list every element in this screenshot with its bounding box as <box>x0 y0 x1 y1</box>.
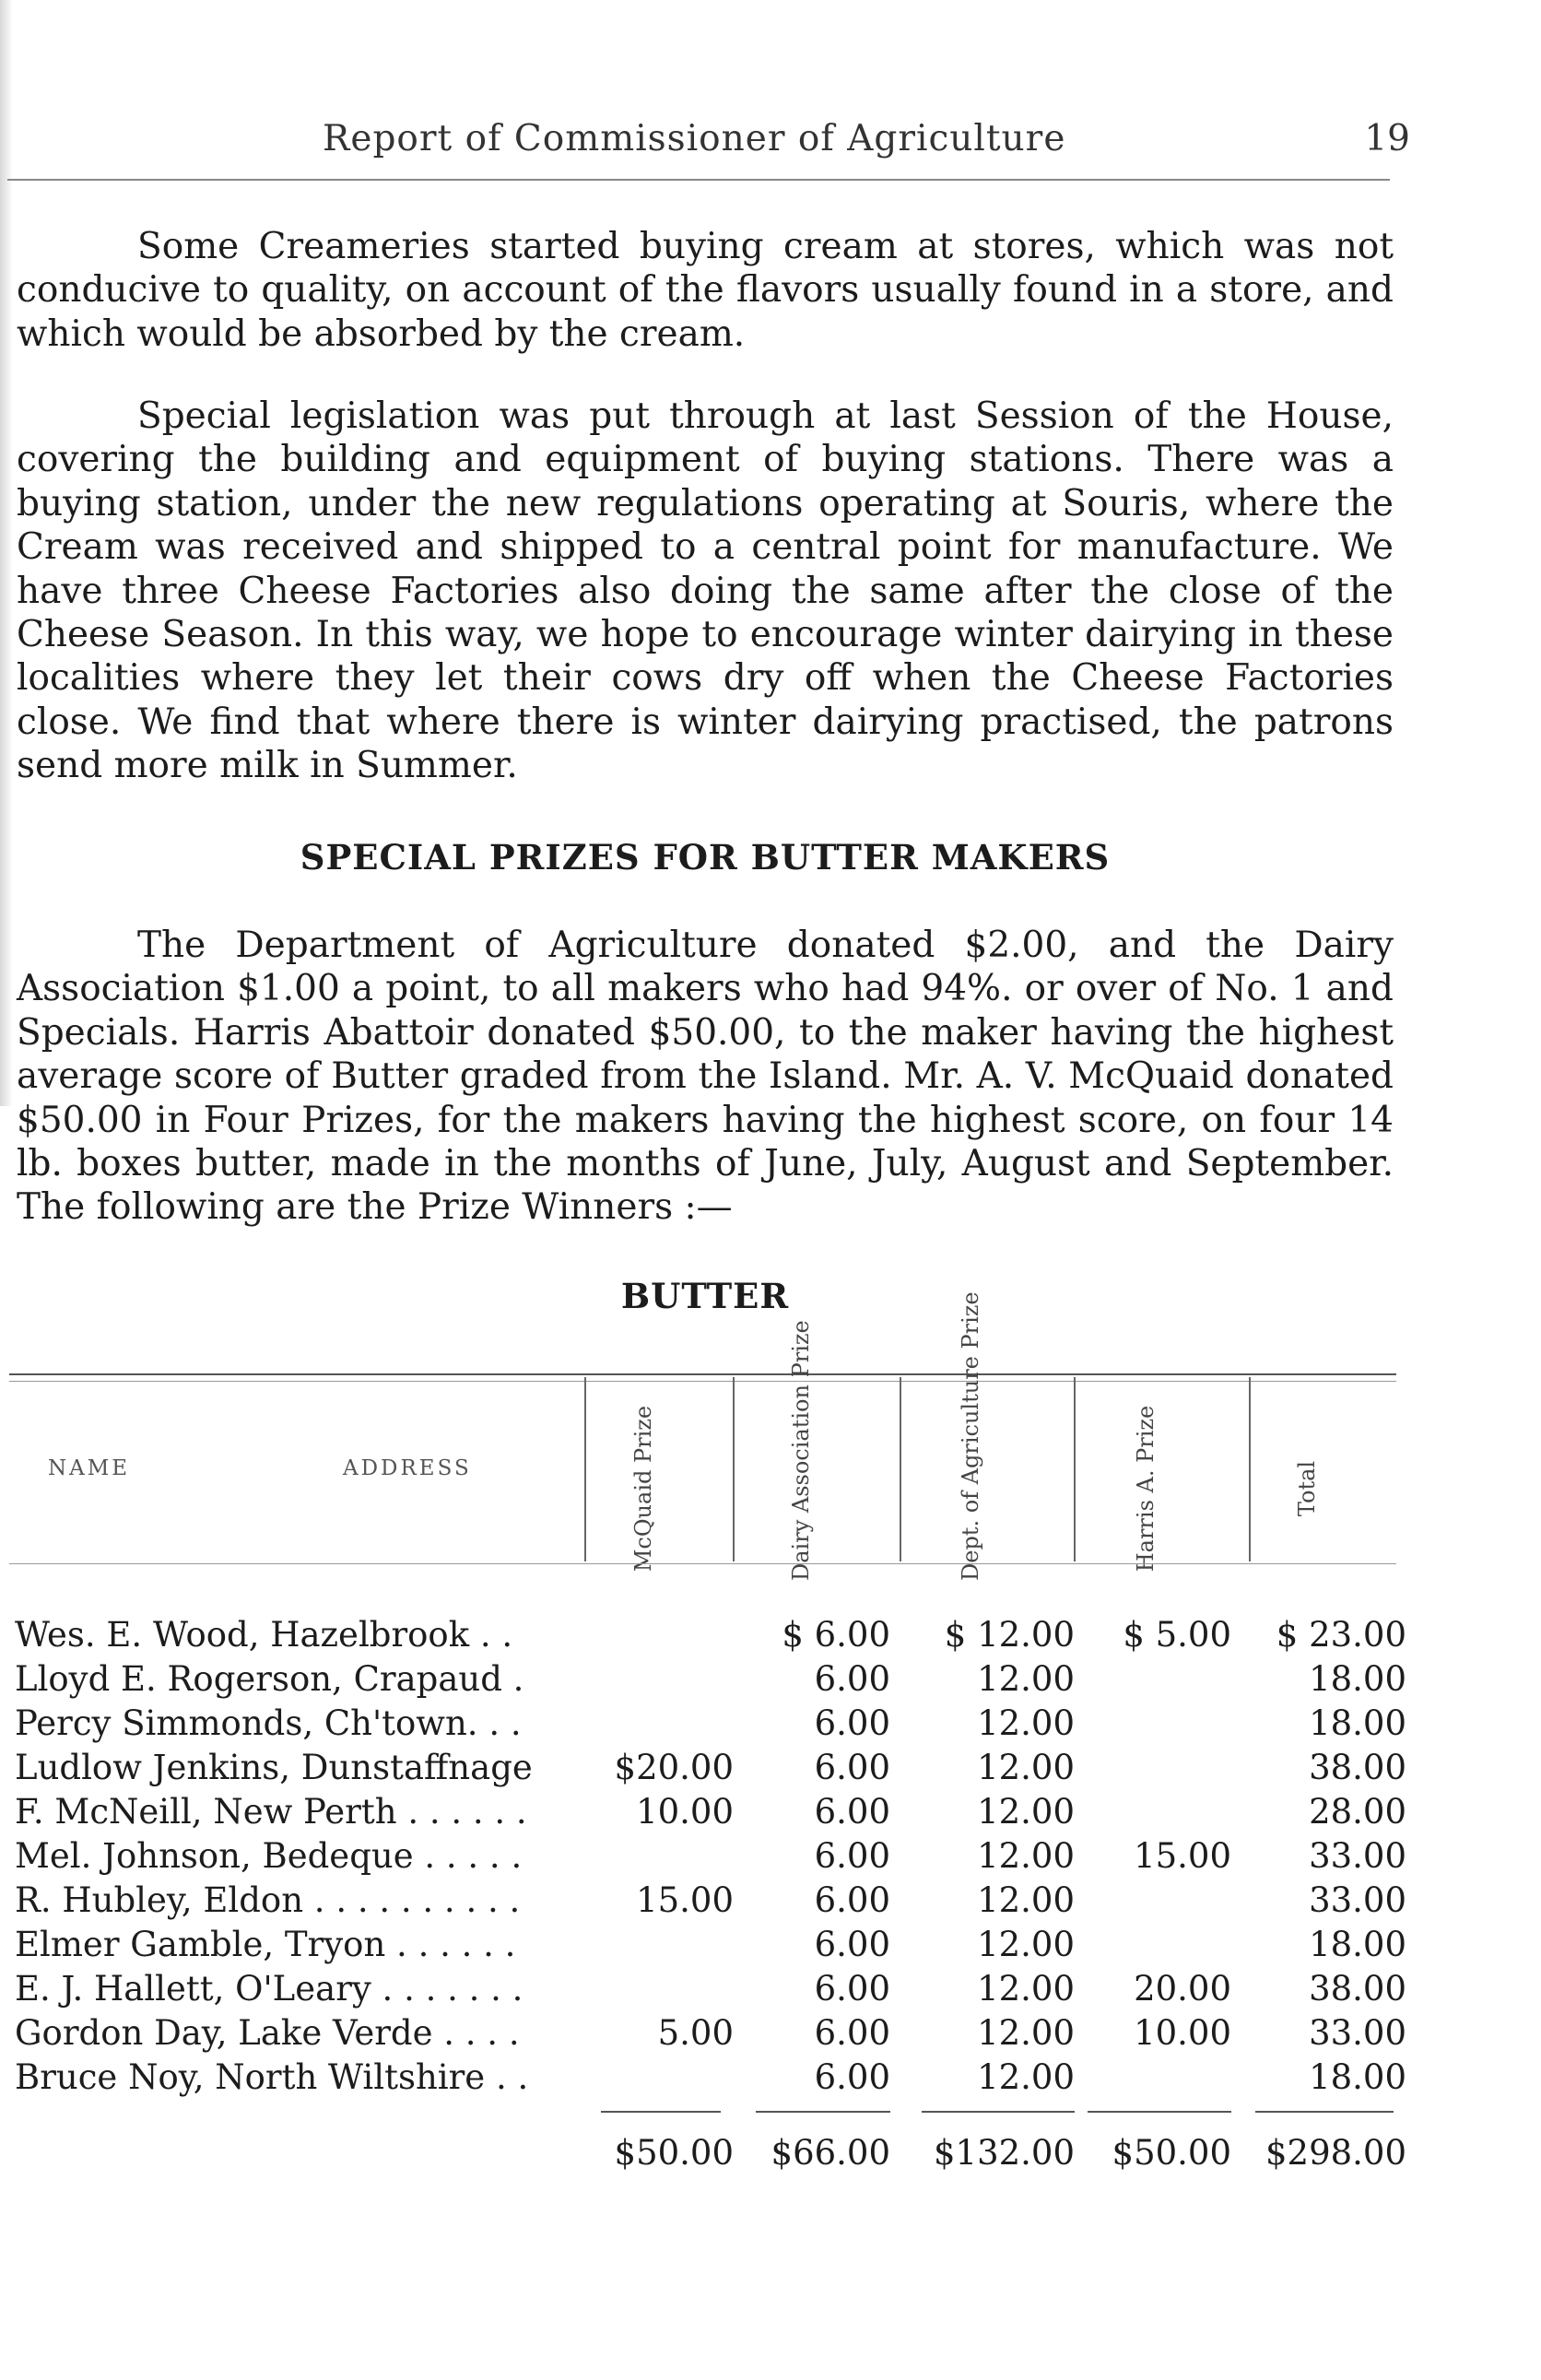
row-mcquaid: 15.00 <box>636 1880 734 1920</box>
row-name: Mel. Johnson, Bedeque . . . . . <box>15 1836 523 1876</box>
row-harris: 20.00 <box>1134 1969 1231 2009</box>
row-dairy: 6.00 <box>814 1703 890 1743</box>
paragraph-creameries: Some Creameries started buying cream at stores, which was not conducive to quality, on account of the flavors usually found in a store, and which would be absorbed by the cream. <box>17 226 1394 355</box>
table-row <box>15 1748 1406 1792</box>
table-row <box>15 2013 1406 2057</box>
table-row <box>15 1659 1406 1703</box>
row-total: 38.00 <box>1309 1748 1406 1787</box>
row-name: Ludlow Jenkins, Dunstaffnage <box>15 1748 533 1787</box>
sum-rule <box>1255 2111 1394 2113</box>
row-dairy: 6.00 <box>814 1880 890 1920</box>
table-top-rule-inner <box>9 1381 1396 1382</box>
column-divider <box>1249 1377 1251 1561</box>
row-total: 33.00 <box>1309 1880 1406 1920</box>
row-dept: 12.00 <box>977 2057 1075 2097</box>
total-harris: $50.00 <box>1112 2133 1231 2173</box>
row-name: Wes. E. Wood, Hazelbrook . . <box>15 1615 513 1655</box>
total-mcquaid: $50.00 <box>614 2133 734 2173</box>
table-row <box>15 1880 1406 1925</box>
sum-rule <box>1088 2111 1231 2113</box>
column-header-name: NAME <box>48 1456 131 1480</box>
row-dairy: $ 6.00 <box>782 1615 890 1655</box>
table-row <box>15 1925 1406 1969</box>
column-header-harris: Harris A. Prize <box>1133 1405 1159 1573</box>
row-name: E. J. Hallett, O'Leary . . . . . . . <box>15 1969 523 2009</box>
row-name: Elmer Gamble, Tryon . . . . . . <box>15 1925 516 1964</box>
table-heading: BUTTER <box>620 1276 790 1316</box>
header-rule <box>7 179 1390 181</box>
row-total: 18.00 <box>1309 2057 1406 2097</box>
column-header-dairy: Dairy Association Prize <box>788 1320 814 1581</box>
row-mcquaid: 5.00 <box>657 2013 734 2053</box>
row-dept: 12.00 <box>977 1703 1075 1743</box>
total-dept: $132.00 <box>933 2133 1075 2173</box>
row-harris: $ 5.00 <box>1123 1615 1231 1655</box>
row-dept: $ 12.00 <box>944 1615 1075 1655</box>
row-total: 38.00 <box>1309 1969 1406 2009</box>
running-title: Report of Commissioner of Agriculture <box>323 118 1066 159</box>
row-dept: 12.00 <box>977 1836 1075 1876</box>
table-row <box>15 2057 1406 2102</box>
row-dairy: 6.00 <box>814 2013 890 2053</box>
column-header-mcquaid: McQuaid Prize <box>630 1405 656 1573</box>
row-harris: 10.00 <box>1134 2013 1231 2053</box>
row-harris: 15.00 <box>1134 1836 1231 1876</box>
row-dept: 12.00 <box>977 1748 1075 1787</box>
row-name: F. McNeill, New Perth . . . . . . <box>15 1792 527 1832</box>
row-total: 18.00 <box>1309 1659 1406 1699</box>
column-divider <box>584 1377 586 1561</box>
row-total: 18.00 <box>1309 1925 1406 1964</box>
column-divider <box>733 1377 735 1561</box>
row-dept: 12.00 <box>977 1925 1075 1964</box>
row-dept: 12.00 <box>977 1659 1075 1699</box>
row-name: Gordon Day, Lake Verde . . . . <box>15 2013 520 2053</box>
row-dept: 12.00 <box>977 1880 1075 1920</box>
row-dept: 12.00 <box>977 1969 1075 2009</box>
sum-rule <box>922 2111 1075 2113</box>
totals-row <box>15 2133 1406 2179</box>
total-grand: $298.00 <box>1265 2133 1406 2173</box>
row-total: 18.00 <box>1309 1703 1406 1743</box>
paragraph-prizes: The Department of Agriculture donated $2.00, and the Dairy Association $1.00 a point, to all makers who had 94%. or over of No. 1 and Specials. Harris Abattoir donated $50.00, to the maker having the highest average score of Butter graded from the Island. Mr. A. V. McQuaid donated $50.00 in Four Prizes, for the makers having the highest score, on four 14 lb. boxes butter, made in the months of June, July, August and September. The following are the Prize Winners :— <box>17 925 1394 1229</box>
column-divider <box>900 1377 901 1561</box>
column-header-dept: Dept. of Agriculture Prize <box>958 1291 983 1581</box>
table-header-rule <box>9 1563 1396 1564</box>
table-top-rule <box>9 1373 1396 1375</box>
table-row <box>15 1792 1406 1836</box>
row-dairy: 6.00 <box>814 1792 890 1832</box>
row-total: 33.00 <box>1309 1836 1406 1876</box>
row-dairy: 6.00 <box>814 1969 890 2009</box>
row-dept: 12.00 <box>977 2013 1075 2053</box>
row-dairy: 6.00 <box>814 1925 890 1964</box>
row-total: 28.00 <box>1309 1792 1406 1832</box>
row-total: $ 23.00 <box>1276 1615 1406 1655</box>
page-number: 19 <box>1364 118 1410 159</box>
total-dairy: $66.00 <box>770 2133 890 2173</box>
sum-rule <box>601 2111 721 2113</box>
sum-rule <box>756 2111 890 2113</box>
row-mcquaid: 10.00 <box>636 1792 734 1832</box>
column-divider <box>1074 1377 1076 1561</box>
table-row <box>15 1969 1406 2013</box>
column-header-total: Total <box>1294 1460 1320 1517</box>
column-header-address: ADDRESS <box>343 1456 472 1480</box>
row-dairy: 6.00 <box>814 1836 890 1876</box>
row-name: Lloyd E. Rogerson, Crapaud . <box>15 1659 524 1699</box>
row-name: Percy Simmonds, Ch'town. . . <box>15 1703 522 1743</box>
row-dairy: 6.00 <box>814 2057 890 2097</box>
table-row <box>15 1703 1406 1748</box>
section-heading: SPECIAL PRIZES FOR BUTTER MAKERS <box>300 837 1111 878</box>
row-dairy: 6.00 <box>814 1659 890 1699</box>
table-row <box>15 1615 1406 1659</box>
row-mcquaid: $20.00 <box>614 1748 734 1787</box>
page-edge-shadow <box>0 0 13 1106</box>
row-name: R. Hubley, Eldon . . . . . . . . . . <box>15 1880 521 1920</box>
paragraph-legislation: Special legislation was put through at last Session of the House, covering the building and equipment of buying stations. There was a buying station, under the new regulations operating at Souris, where the Cream was received and shipped to a central point for manufacture. We have three Cheese Factories also doing the same after the close of the Cheese Season. In this way, we hope to encourage winter dairying in these localities where they let their cows dry off when the Cheese Factories close. We find that where there is winter dairying practised, the patrons send more milk in Summer. <box>17 395 1394 787</box>
row-name: Bruce Noy, North Wiltshire . . <box>15 2057 529 2097</box>
row-dept: 12.00 <box>977 1792 1075 1832</box>
row-total: 33.00 <box>1309 2013 1406 2053</box>
row-dairy: 6.00 <box>814 1748 890 1787</box>
table-row <box>15 1836 1406 1880</box>
